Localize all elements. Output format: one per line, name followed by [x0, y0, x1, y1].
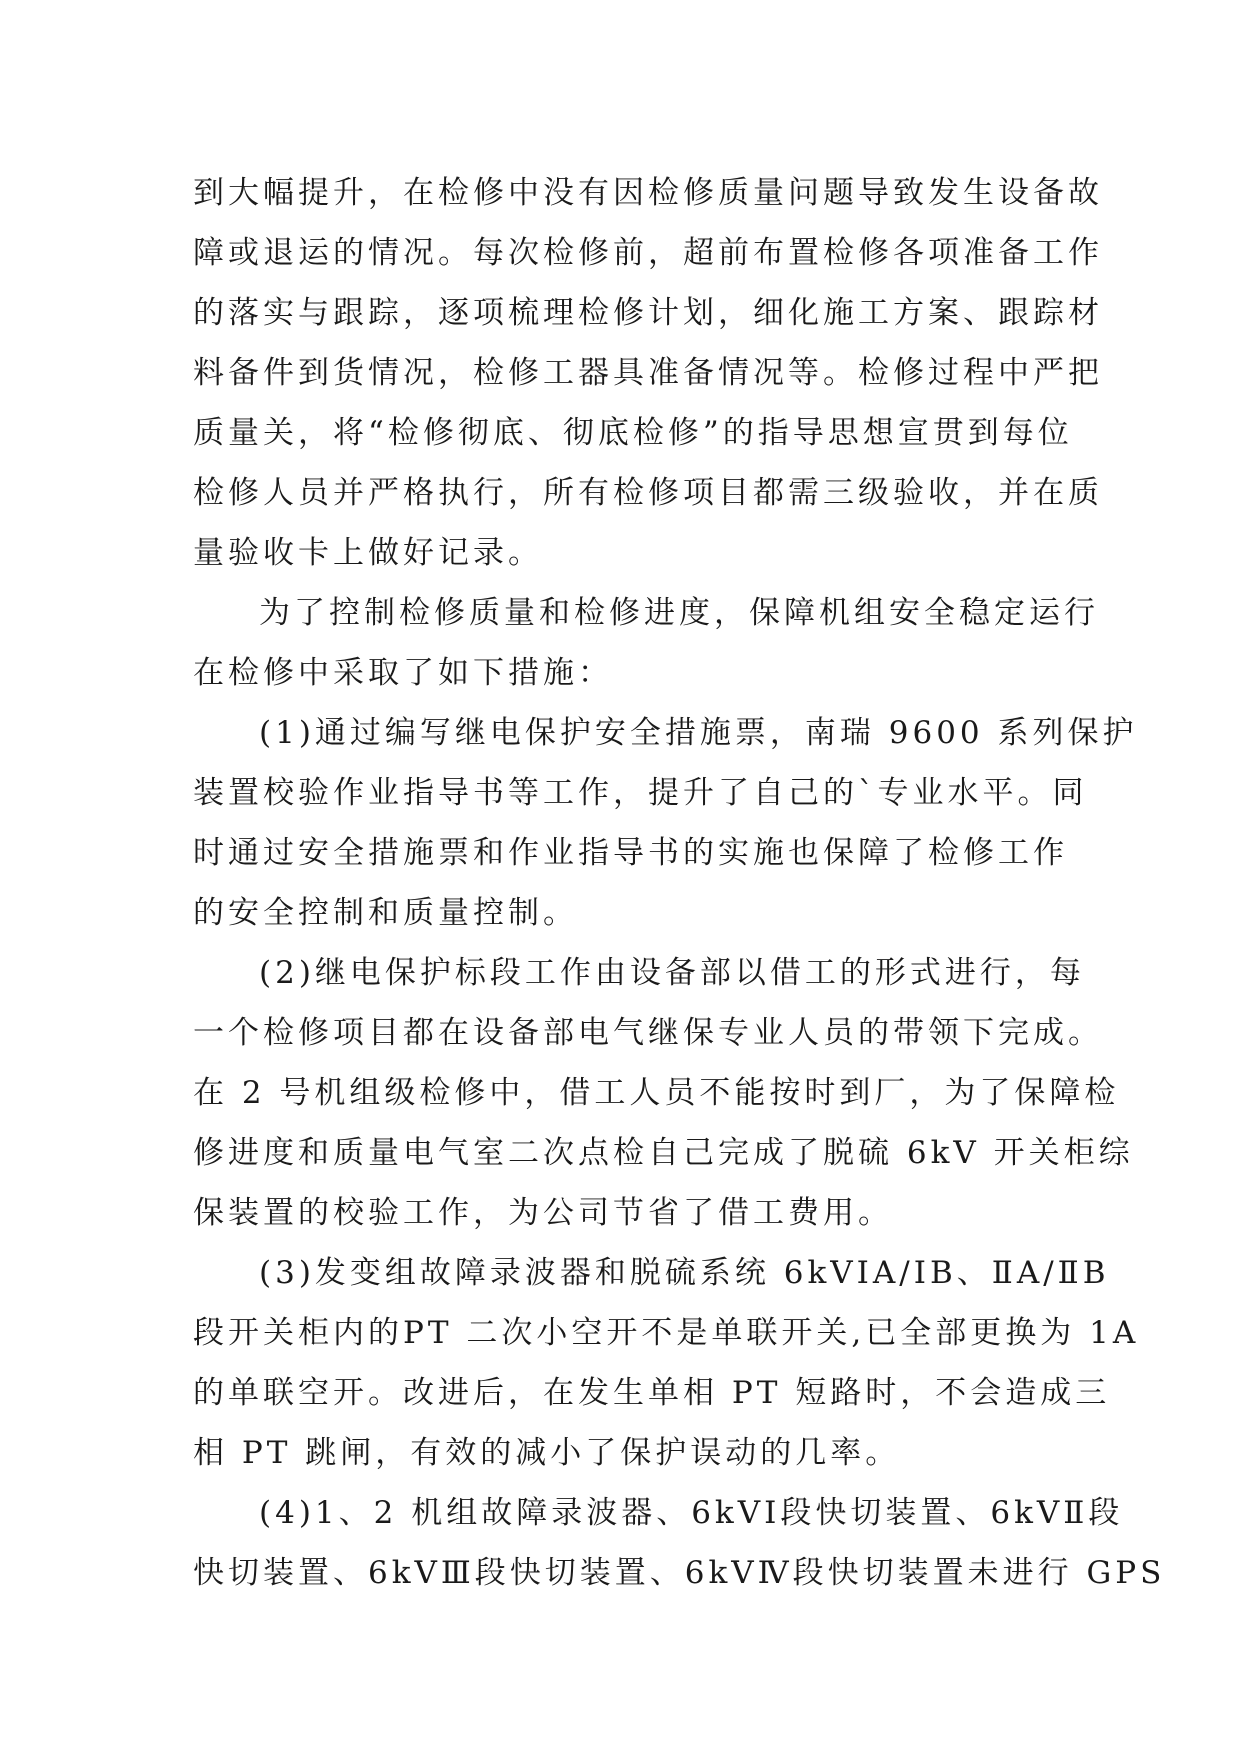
paragraph-start-line: (4)1、2 机组故障录波器、6kVⅠ段快切装置、6kVⅡ段	[259, 1495, 1124, 1531]
paragraph-start-line: 为了控制检修质量和检修进度，保障机组安全稳定运行	[259, 595, 1099, 631]
text-line: 一个检修项目都在设备部电气继保专业人员的带领下完成。	[193, 1015, 1103, 1051]
paragraph-start-line: (3)发变组故障录波器和脱硫系统 6kVⅠA/ⅠB、ⅡA/ⅡB	[259, 1255, 1110, 1291]
text-line: 障或退运的情况。每次检修前，超前布置检修各项准备工作	[193, 235, 1103, 271]
text-line: 的安全控制和质量控制。	[193, 895, 578, 931]
text-line: 保装置的校验工作，为公司节省了借工费用。	[193, 1195, 893, 1231]
text-line: 在检修中采取了如下措施：	[193, 655, 613, 691]
text-line: 装置校验作业指导书等工作，提升了自己的`专业水平。同	[193, 775, 1088, 811]
text-line: 在 2 号机组级检修中，借工人员不能按时到厂，为了保障检	[193, 1075, 1120, 1111]
body-text	[193, 163, 1166, 1603]
text-line: 到大幅提升，在检修中没有因检修质量问题导致发生设备故	[193, 175, 1103, 211]
paragraph-start-line: (1)通过编写继电保护安全措施票，南瑞 9600 系列保护	[259, 715, 1138, 751]
text-line: 检修人员并严格执行，所有检修项目都需三级验收，并在质	[193, 475, 1103, 511]
text-line: 修进度和质量电气室二次点检自己完成了脱硫 6kV 开关柜综	[193, 1135, 1134, 1171]
text-line: 段开关柜内的PT 二次小空开不是单联开关,已全部更换为 1A	[193, 1315, 1140, 1351]
text-line: 的单联空开。改进后，在发生单相 PT 短路时，不会造成三	[193, 1375, 1111, 1411]
text-line: 时通过安全措施票和作业指导书的实施也保障了检修工作	[193, 835, 1068, 871]
text-line: 的落实与跟踪，逐项梳理检修计划，细化施工方案、跟踪材	[193, 295, 1103, 331]
text-line: 量验收卡上做好记录。	[193, 535, 543, 571]
text-line: 料备件到货情况，检修工器具准备情况等。检修过程中严把	[193, 355, 1103, 391]
text-line: 质量关，将“检修彻底、彻底检修”的指导思想宣贯到每位	[193, 415, 1073, 451]
paragraph-start-line: (2)继电保护标段工作由设备部以借工的形式进行，每	[259, 955, 1085, 991]
text-line: 快切装置、6kVⅢ段快切装置、6kVⅣ段快切装置未进行 GPS	[193, 1555, 1166, 1591]
text-line: 相 PT 跳闸，有效的减小了保护误动的几率。	[193, 1435, 901, 1471]
